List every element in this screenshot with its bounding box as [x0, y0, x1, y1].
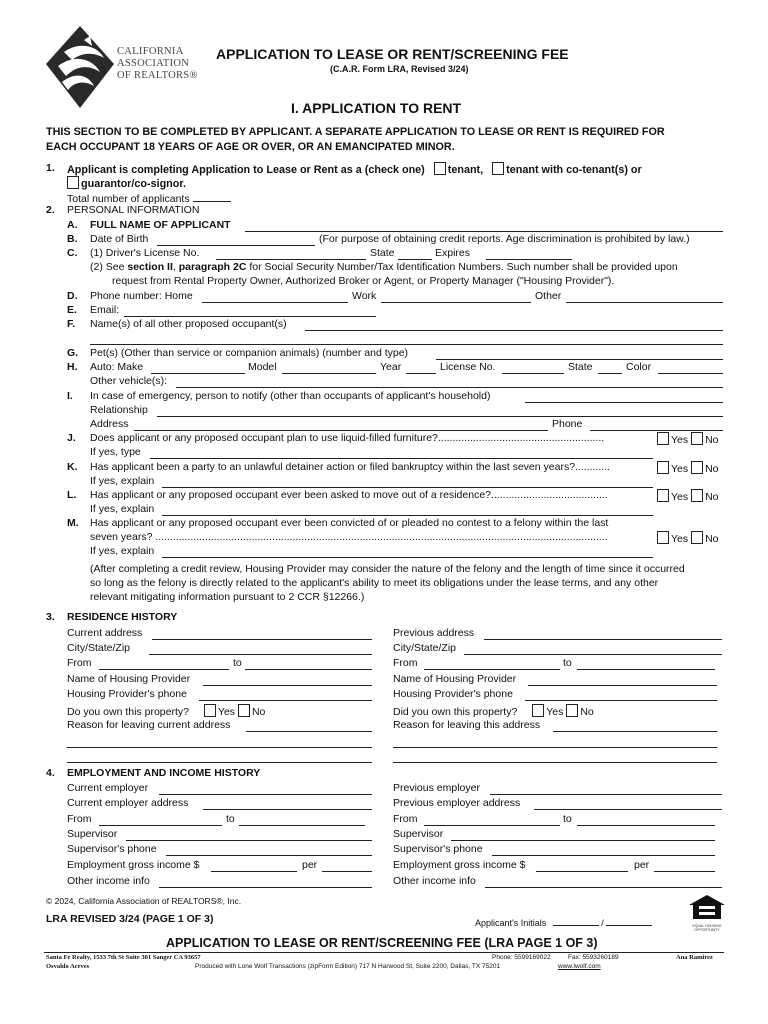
prev-own-label: Did you own this property?: [393, 706, 518, 718]
prev-other-income-field[interactable]: [485, 887, 722, 888]
prev-per-label: per: [634, 859, 650, 871]
prev-employer-label: Previous employer: [393, 782, 480, 794]
prev-own-no-checkbox[interactable]: [566, 704, 578, 717]
prev-supervisor-field[interactable]: [451, 840, 715, 841]
prev-other-income-label: Other income info: [393, 875, 476, 887]
cur-other-income-field[interactable]: [159, 887, 372, 888]
phone-work-field[interactable]: [381, 302, 531, 303]
detainer-no-checkbox[interactable]: [691, 461, 703, 474]
previous-address-field[interactable]: [484, 639, 722, 640]
cur-from-field[interactable]: [99, 669, 229, 670]
tenant-label: tenant,: [447, 164, 484, 176]
emergency-label: In case of emergency, person to notify (other than occupants of applicant's household): [90, 390, 491, 402]
cur-per-field[interactable]: [322, 871, 372, 872]
felony-note-3: relevant mitigating information pursuant to 2 CCR §12266.): [90, 591, 365, 603]
letter-d: D.: [67, 290, 78, 302]
drivers-license-label: (1) Driver's License No.: [90, 247, 200, 259]
cur-hp-phone-label: Housing Provider's phone: [67, 688, 187, 700]
furniture-yes-checkbox[interactable]: [657, 432, 669, 445]
item1-question: Applicant is completing Application to Lease or Rent as a (check one): [67, 164, 425, 176]
moveout-yes-label: Yes: [671, 491, 689, 503]
cur-supervisor-field[interactable]: [126, 840, 372, 841]
cur-hp-phone-field[interactable]: [199, 700, 372, 701]
cur-per-label: per: [302, 859, 318, 871]
car-logo: [44, 24, 116, 110]
relationship-label: Relationship: [90, 404, 148, 416]
office-info: Santa Fe Realty, 1533 7th St Suite 301 Sanger CA 93657: [46, 954, 201, 961]
letter-a: A.: [67, 219, 78, 231]
full-name-label: FULL NAME OF APPLICANT: [90, 219, 231, 231]
equal-housing-logo: [687, 893, 727, 932]
revised-label: LRA REVISED 3/24 (PAGE 1 OF 3): [46, 913, 214, 925]
cur-sup-phone-field[interactable]: [166, 855, 372, 856]
cur-employer-label: Current employer: [67, 782, 149, 794]
auto-year-label: Year: [380, 361, 402, 373]
drivers-license-field[interactable]: [216, 259, 366, 260]
item2-num: 2.: [46, 204, 55, 216]
dl-expires-field[interactable]: [486, 259, 572, 260]
emergency-field[interactable]: [525, 402, 723, 403]
felony-note-1: (After completing a credit review, Housing Provider may consider the nature of the felony and the length of time since it occurred: [90, 563, 685, 575]
produced-by: Produced with Lone Wolf Transactions (zipForm Edition) 717 N Harwood St, Suite 2200, Dallas, TX 75201: [195, 963, 501, 970]
agent-left: Osvaldo Aceves: [46, 963, 90, 970]
total-applicants-label: Total number of applicants: [67, 193, 190, 205]
cur-employer-address-label: Current employer address: [67, 797, 189, 809]
letter-f: F.: [67, 318, 76, 330]
auto-license-label: License No.: [440, 361, 496, 373]
ssn-note: [90, 261, 678, 273]
letter-m: M.: [67, 517, 79, 529]
reason-cur-field-2[interactable]: [67, 747, 372, 748]
cotenant-checkbox[interactable]: [492, 162, 504, 175]
cur-city-field[interactable]: [149, 654, 372, 655]
occupants-field-2[interactable]: [90, 344, 723, 345]
prev-sup-phone-field[interactable]: [492, 855, 715, 856]
moveout-explain-field[interactable]: [162, 515, 653, 516]
emp-prev-to-field[interactable]: [577, 825, 715, 826]
reason-prev-field[interactable]: [553, 731, 717, 732]
cur-other-income-label: Other income info: [67, 875, 150, 887]
letter-l: L.: [67, 489, 77, 501]
dl-expires-label: Expires: [435, 247, 471, 259]
cur-city-label: City/State/Zip: [67, 642, 131, 654]
emp-cur-from-label: From: [67, 813, 92, 825]
felony-no-label: No: [705, 533, 719, 545]
prev-employer-address-field[interactable]: [534, 809, 722, 810]
initials-slash: /: [601, 918, 604, 928]
item4-num: 4.: [46, 767, 55, 779]
auto-model-label: Model: [248, 361, 277, 373]
letter-h: H.: [67, 361, 78, 373]
cur-from-label: From: [67, 657, 92, 669]
auto-make-label: Auto: Make: [90, 361, 144, 373]
unlawful-detainer-question: Has applicant been a party to an unlawful detainer action or filed bankruptcy within the last seven years?............: [90, 461, 611, 473]
emergency-phone-field[interactable]: [590, 430, 723, 431]
reason-prev-field-3[interactable]: [393, 762, 717, 763]
phone-home-label: Phone number: Home: [90, 290, 193, 302]
org-line1: CALIFORNIA: [117, 46, 184, 57]
letter-k: K.: [67, 461, 78, 473]
letter-j: J.: [67, 432, 76, 444]
eho-text: EQUAL HOUSING OPPORTUNITY: [692, 924, 722, 932]
item1-num: 1.: [46, 162, 55, 174]
prev-own-yes-label: Yes: [546, 706, 564, 718]
cur-employer-address-field[interactable]: [203, 809, 372, 810]
ssn-note-b: section II: [127, 261, 173, 273]
cur-to-field[interactable]: [245, 669, 372, 670]
tenant-checkbox[interactable]: [434, 162, 446, 175]
office-fax: Fax: 5593260189: [568, 954, 619, 961]
prev-per-field[interactable]: [654, 871, 715, 872]
reason-cur-field-3[interactable]: [67, 762, 372, 763]
ssn-note-c: ,: [172, 261, 179, 273]
emp-prev-from-field[interactable]: [424, 825, 560, 826]
felony-yes-label: Yes: [671, 533, 689, 545]
letter-e: E.: [67, 304, 77, 316]
auto-color-field[interactable]: [658, 373, 723, 374]
felony-question-line2: seven years? ...........................................................................................................................................................: [90, 531, 608, 543]
cur-employer-field[interactable]: [159, 794, 372, 795]
cur-own-yes-checkbox[interactable]: [204, 704, 216, 717]
item1-text: [67, 162, 642, 176]
prev-city-label: City/State/Zip: [393, 642, 457, 654]
auto-year-field[interactable]: [406, 373, 436, 374]
email-label: Email:: [90, 304, 120, 316]
prev-own-no-label: No: [580, 706, 594, 718]
relationship-field[interactable]: [157, 416, 723, 417]
prev-own-yes-checkbox[interactable]: [532, 704, 544, 717]
felony-note-2: so long as the felony is directly related to the applicant's ability to meet its obligations under the lease terms, and any other: [90, 577, 659, 589]
dl-state-label: State: [370, 247, 395, 259]
cur-own-no-checkbox[interactable]: [238, 704, 250, 717]
guarantor-checkbox[interactable]: [67, 176, 79, 189]
felony-no-checkbox[interactable]: [691, 531, 703, 544]
other-vehicles-field[interactable]: [176, 387, 723, 388]
furniture-yes-label: Yes: [671, 434, 689, 446]
org-line3: OF REALTORS®: [117, 70, 198, 81]
cur-supervisor-label: Supervisor: [67, 828, 118, 840]
prev-sup-phone-label: Supervisor's phone: [393, 843, 483, 855]
emergency-address-label: Address: [90, 418, 129, 430]
section-title: I. APPLICATION TO RENT: [291, 100, 462, 116]
cur-to-label: to: [233, 657, 242, 669]
cur-hp-name-label: Name of Housing Provider: [67, 673, 191, 685]
dob-label: Date of Birth: [90, 233, 149, 245]
pets-field[interactable]: [436, 359, 723, 360]
prev-hp-phone-field[interactable]: [525, 700, 717, 701]
current-address-field[interactable]: [152, 639, 372, 640]
detainer-explain-label: If yes, explain: [90, 475, 155, 487]
auto-license-field[interactable]: [502, 373, 564, 374]
auto-color-label: Color: [626, 361, 652, 373]
cur-own-label: Do you own this property?: [67, 706, 189, 718]
full-name-field[interactable]: [245, 231, 723, 232]
cur-own-no-label: No: [251, 706, 266, 718]
phone-other-field[interactable]: [566, 302, 723, 303]
auto-state-label: State: [568, 361, 593, 373]
furniture-no-checkbox[interactable]: [691, 432, 703, 445]
detainer-no-label: No: [705, 463, 719, 475]
move-out-question: Has applicant or any proposed occupant ever been asked to move out of a residence?........................................: [90, 489, 608, 501]
copyright: © 2024, California Association of REALTORS®, Inc.: [46, 896, 242, 906]
cur-sup-phone-label: Supervisor's phone: [67, 843, 157, 855]
emp-prev-to-label: to: [563, 813, 572, 825]
org-line2: ASSOCIATION: [117, 58, 190, 69]
occupants-field[interactable]: [305, 330, 723, 331]
detainer-yes-checkbox[interactable]: [657, 461, 669, 474]
emp-cur-to-label: to: [226, 813, 235, 825]
prev-hp-name-label: Name of Housing Provider: [393, 673, 517, 685]
bottom-title: APPLICATION TO LEASE OR RENT/SCREENING FEE (LRA PAGE 1 OF 3): [166, 936, 598, 950]
agent-right: Ana Ramirez: [676, 954, 713, 961]
prev-to-label: to: [563, 657, 572, 669]
cur-own-yes-label: Yes: [217, 706, 236, 718]
prev-gross-label: Employment gross income $: [393, 859, 526, 871]
other-vehicles-label: Other vehicle(s):: [90, 375, 168, 387]
moveout-explain-label: If yes, explain: [90, 503, 155, 515]
equal-housing-icon: [687, 893, 727, 921]
ssn-note-a: (2) See: [90, 261, 128, 273]
phone-other-label: Other: [535, 290, 562, 302]
reason-prev-label: Reason for leaving this address: [393, 719, 541, 731]
dob-field[interactable]: [157, 245, 315, 246]
cur-hp-name-field[interactable]: [203, 685, 372, 686]
prev-from-label: From: [393, 657, 418, 669]
current-address-label: Current address: [67, 627, 143, 639]
emp-cur-to-field[interactable]: [239, 825, 365, 826]
felony-explain-label: If yes, explain: [90, 545, 155, 557]
email-field[interactable]: [124, 316, 376, 317]
prev-gross-field[interactable]: [536, 871, 628, 872]
prev-hp-phone-label: Housing Provider's phone: [393, 688, 513, 700]
occupants-label: Name(s) of all other proposed occupant(s): [90, 318, 287, 330]
auto-make-field[interactable]: [151, 373, 245, 374]
office-phone: Phone: 5599169022: [492, 954, 551, 961]
furniture-no-label: No: [705, 434, 719, 446]
moveout-no-checkbox[interactable]: [691, 489, 703, 502]
initials-field-2[interactable]: [606, 916, 652, 926]
ssn-note-d: paragraph 2C: [178, 261, 247, 273]
prev-supervisor-label: Supervisor: [393, 828, 444, 840]
cur-gross-label: Employment gross income $: [67, 859, 200, 871]
detainer-yes-label: Yes: [671, 463, 689, 475]
footer-divider: [44, 952, 724, 953]
dl-state-field[interactable]: [398, 259, 432, 260]
prev-city-field[interactable]: [464, 654, 722, 655]
prev-hp-name-field[interactable]: [528, 685, 717, 686]
pets-label: Pet(s) (Other than service or companion animals) (number and type): [90, 347, 409, 359]
reason-cur-label: Reason for leaving current address: [67, 719, 231, 731]
prev-employer-address-label: Previous employer address: [393, 797, 521, 809]
reason-cur-field[interactable]: [246, 731, 372, 732]
ssn-note-line2: request from Rental Property Owner, Authorized Broker or Agent, or Property Manager ("Housing Provider").: [112, 275, 615, 287]
intro-line1: THIS SECTION TO BE COMPLETED BY APPLICANT. A SEPARATE APPLICATION TO LEASE OR RENT IS REQUIRED FOR: [46, 126, 665, 138]
previous-address-label: Previous address: [393, 627, 475, 639]
prev-to-field[interactable]: [577, 669, 715, 670]
auto-model-field[interactable]: [282, 373, 376, 374]
letter-i: I.: [67, 390, 73, 402]
total-applicants-field[interactable]: [193, 190, 231, 202]
employment-history-title: EMPLOYMENT AND INCOME HISTORY: [67, 767, 261, 779]
item3-num: 3.: [46, 611, 55, 623]
ssn-note-e: for Social Security Number/Tax Identification Numbers. Such number shall be provided upon: [246, 261, 678, 273]
prev-from-field[interactable]: [424, 669, 560, 670]
felony-explain-field[interactable]: [162, 557, 653, 558]
form-subtitle: (C.A.R. Form LRA, Revised 3/24): [330, 64, 469, 74]
prev-employer-field[interactable]: [490, 794, 722, 795]
initials-label: Applicant's Initials: [475, 918, 547, 928]
emp-cur-from-field[interactable]: [99, 825, 222, 826]
intro-line2: EACH OCCUPANT 18 YEARS OF AGE OR OVER, OR AN EMANCIPATED MINOR.: [46, 141, 455, 153]
letter-c: C.: [67, 247, 78, 259]
detainer-explain-field[interactable]: [162, 487, 653, 488]
lwolf-link[interactable]: www.lwolf.com: [558, 963, 601, 970]
reason-prev-field-2[interactable]: [393, 747, 717, 748]
form-title: APPLICATION TO LEASE OR RENT/SCREENING FEE: [216, 46, 569, 62]
moveout-yes-checkbox[interactable]: [657, 489, 669, 502]
emp-prev-from-label: From: [393, 813, 418, 825]
felony-yes-checkbox[interactable]: [657, 531, 669, 544]
emergency-phone-label: Phone: [552, 418, 583, 430]
initials-field-1[interactable]: [553, 916, 599, 926]
cotenant-label: tenant with co-tenant(s) or: [506, 164, 642, 176]
dob-note: (For purpose of obtaining credit reports. Age discrimination is prohibited by law.): [319, 233, 690, 245]
furniture-type-field[interactable]: [150, 458, 653, 459]
letter-b: B.: [67, 233, 78, 245]
guarantor-label: guarantor/co-signor.: [81, 178, 186, 190]
personal-info-title: PERSONAL INFORMATION: [67, 204, 200, 216]
furniture-type-label: If yes, type: [90, 446, 141, 458]
residence-history-title: RESIDENCE HISTORY: [67, 611, 178, 623]
emergency-address-field[interactable]: [134, 430, 548, 431]
auto-state-field[interactable]: [598, 373, 622, 374]
phone-work-label: Work: [352, 290, 377, 302]
car-logo-icon: [44, 24, 116, 110]
letter-g: G.: [67, 347, 79, 359]
moveout-no-label: No: [705, 491, 719, 503]
cur-gross-field[interactable]: [211, 871, 297, 872]
felony-question: Has applicant or any proposed occupant ever been convicted of or pleaded no contest to a felony within the last: [90, 517, 609, 529]
furniture-question: Does applicant or any proposed occupant plan to use liquid-filled furniture?.........................................................: [90, 432, 605, 444]
phone-home-field[interactable]: [202, 302, 348, 303]
